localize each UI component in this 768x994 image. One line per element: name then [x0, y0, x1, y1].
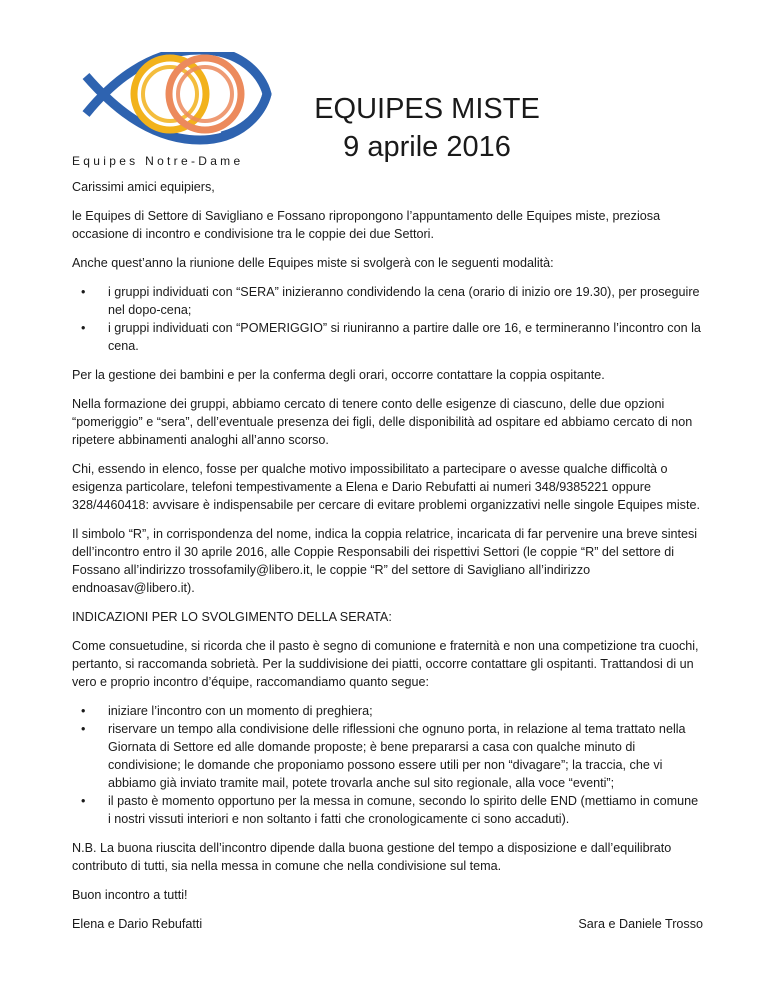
raccomandazioni-list [72, 702, 704, 828]
section-heading: INDICAZIONI PER LO SVOLGIMENTO DELLA SERATA: [72, 610, 392, 624]
title-line-1: EQUIPES MISTE [314, 93, 540, 125]
signature-left: Elena e Dario Rebufatti [72, 917, 203, 931]
equipes-notre-dame-logo [72, 52, 278, 172]
list-item: • iniziare l’incontro con un momento di preghiera; [108, 702, 704, 720]
fish-rings-logo-icon [72, 52, 278, 152]
paragraph-formazione: Nella formazione dei gruppi, abbiamo cercato di tenere conto delle esigenze di ciascuno, delle due opzioni “pomeriggio” e “sera”, dell’eventuale presenza dei figli, delle disponibilità ad ospitare ed abbiamo cercato di non ripetere abbinamenti analoghi all’anno scorso. [72, 397, 693, 447]
paragraph-simbolo: Il simbolo “R”, in corrispondenza del nome, indica la coppia relatrice, incaricata di far pervenire una breve sintesi dell’incontro entro il 30 aprile 2016, alle Coppie Responsabili dei rispettivi Settori (le coppie “R” del settore di Fossano all’indirizzo trossofamily@libero.it, le coppie “R” del settore di Savigliano all’indirizzo endnoasav@libero.it). [72, 527, 698, 595]
paragraph-intro: le Equipes di Settore di Savigliano e Fossano ripropongono l’appuntamento delle Equipes miste, preziosa occasione di incontro e condivisione tra le coppie dei due Settori. [72, 209, 661, 241]
paragraph-bambini: Per la gestione dei bambini e per la conferma degli orari, occorre contattare la coppia ospitante. [72, 368, 605, 382]
logo-caption: Equipes Notre-Dame [72, 154, 244, 168]
list-item: • riservare un tempo alla condivisione delle riflessioni che ognuno porta, in relazione al tema trattato nella Giornata di Settore ed alle domande proposte; è bene prepararsi a casa con qualche minuto di condivisione; le domande che proponiamo possono essere utili per non “divagare”; la traccia, che vi abbiamo già inviato tramite mail, potete trovarla anche sul sito regionale, alla voce “eventi”; [108, 720, 704, 792]
fish-tail-segment [222, 94, 267, 136]
paragraph-nb: N.B. La buona riuscita dell’incontro dipende dalla buona gestione del tempo a disposizione e dall’equilibrato contributo di tutti, sia nella messa in comune che nella condivisione sul tema. [72, 841, 672, 873]
signatures [72, 915, 704, 933]
paragraph-modalita: Anche quest’anno la riunione delle Equipes miste si svolgerà con le seguenti modalità: [72, 256, 554, 270]
greeting: Carissimi amici equipiers, [72, 180, 215, 194]
list-item: • i gruppi individuati con “POMERIGGIO” si riuniranno a partire dalle ore 16, e termineranno l’incontro con la cena. [108, 319, 704, 355]
closing: Buon incontro a tutti! [72, 888, 188, 902]
paragraph-consuetudine: Come consuetudine, si ricorda che il pasto è segno di comunione e fraternità e non una competizione tra cuochi, pertanto, si raccomanda sobrietà. Per la suddivisione dei piatti, occorre contattare gli ospitanti. Trattandosi di un vero e proprio incontro d’équipe, raccomandiamo quanto segue: [72, 639, 699, 689]
list-item: • i gruppi individuati con “SERA” inizieranno condividendo la cena (orario di inizio ore 19.30), per proseguire nel dopo-cena; [108, 283, 704, 319]
signature-right: Sara e Daniele Trosso [578, 917, 703, 931]
document-header [72, 0, 704, 178]
title-line-2: 9 aprile 2016 [343, 131, 511, 163]
modalita-list [72, 283, 704, 355]
paragraph-contatti: Chi, essendo in elenco, fosse per qualche motivo impossibilitato a partecipare o avesse qualche difficoltà o esigenza particolare, telefoni tempestivamente a Elena e Dario Rebufatti ai numeri 348/9385221 oppure 328/4460418: avvisare è indispensabile per cercare di evitare problemi organizzativi nelle singole Equipes miste. [72, 462, 700, 512]
document-page [72, 0, 704, 933]
page-title [272, 90, 582, 166]
list-item: • il pasto è momento opportuno per la messa in comune, secondo lo spirito delle END (mettiamo in comune i nostri vissuti interiori e non soltanto i fatti che cronologicamente ci sono accaduti). [108, 792, 704, 828]
letter-body [72, 178, 704, 933]
